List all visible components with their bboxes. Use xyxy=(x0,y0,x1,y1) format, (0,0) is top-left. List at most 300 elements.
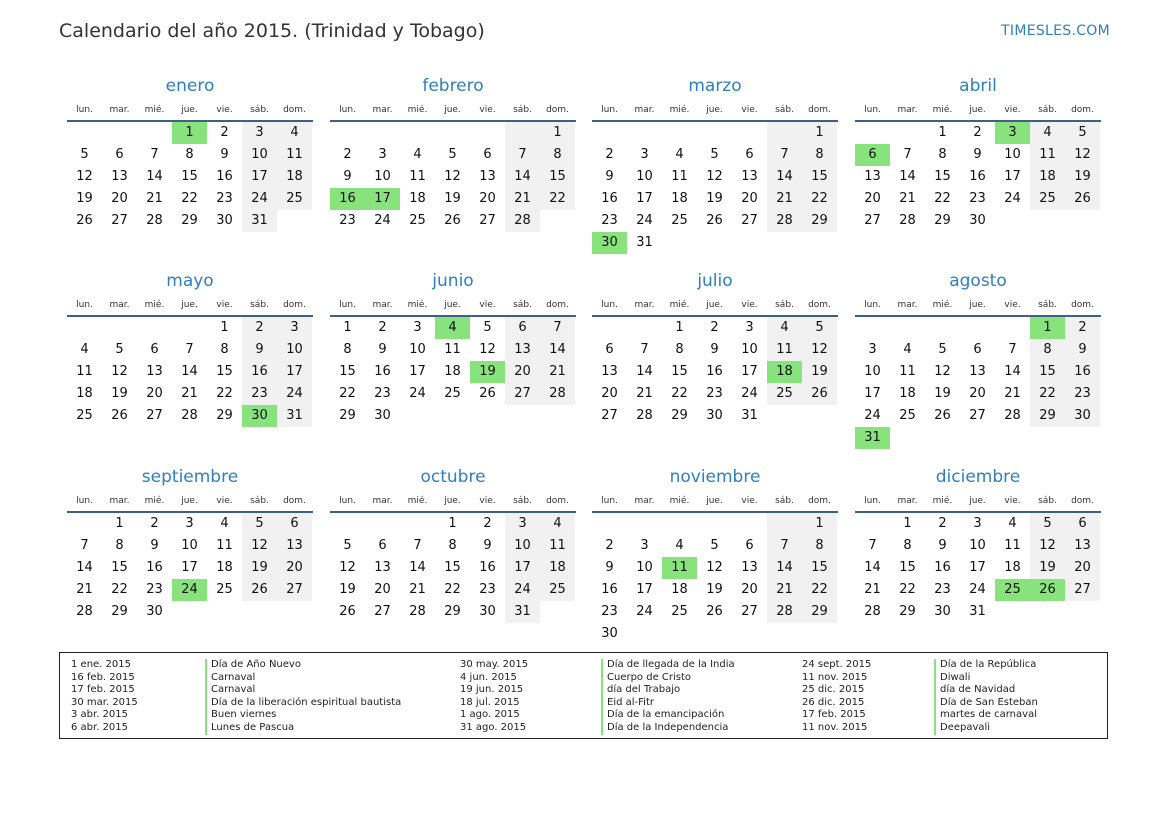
day-cell[interactable]: 20 xyxy=(146,386,163,401)
day-cell[interactable]: 17 xyxy=(969,560,986,575)
day-cell[interactable]: 13 xyxy=(741,169,758,184)
day-cell[interactable]: 22 xyxy=(181,191,198,206)
holiday-day-cell[interactable]: 24 xyxy=(172,579,207,601)
day-cell[interactable]: 2 xyxy=(605,538,614,553)
day-cell[interactable]: 26 xyxy=(339,604,356,619)
day-cell[interactable]: 25 xyxy=(671,213,688,228)
day-cell[interactable]: 25 xyxy=(671,604,688,619)
day-cell[interactable]: 18 xyxy=(409,191,426,206)
day-cell[interactable]: 17 xyxy=(864,386,881,401)
day-cell[interactable]: 21 xyxy=(864,582,881,597)
day-cell[interactable]: 4 xyxy=(540,513,575,535)
day-cell[interactable]: 20 xyxy=(479,191,496,206)
day-cell[interactable]: 27 xyxy=(505,383,540,405)
day-cell[interactable]: 28 xyxy=(1004,408,1021,423)
day-cell[interactable]: 30 xyxy=(479,604,496,619)
day-cell[interactable]: 23 xyxy=(479,582,496,597)
day-cell[interactable]: 16 xyxy=(706,364,723,379)
day-cell[interactable]: 7 xyxy=(767,144,802,166)
day-cell[interactable]: 22 xyxy=(339,386,356,401)
day-cell[interactable]: 4 xyxy=(767,317,802,339)
day-cell[interactable]: 5 xyxy=(343,538,352,553)
day-cell[interactable]: 30 xyxy=(216,213,233,228)
day-cell[interactable]: 23 xyxy=(706,386,723,401)
day-cell[interactable]: 28 xyxy=(409,604,426,619)
day-cell[interactable]: 6 xyxy=(505,317,540,339)
day-cell[interactable]: 21 xyxy=(636,386,653,401)
day-cell[interactable]: 1 xyxy=(802,513,837,535)
day-cell[interactable]: 1 xyxy=(540,122,575,144)
day-cell[interactable]: 16 xyxy=(1065,361,1100,383)
day-cell[interactable]: 7 xyxy=(413,538,422,553)
day-cell[interactable]: 10 xyxy=(969,538,986,553)
day-cell[interactable]: 22 xyxy=(1030,383,1065,405)
day-cell[interactable]: 14 xyxy=(767,166,802,188)
day-cell[interactable]: 2 xyxy=(938,516,947,531)
day-cell[interactable]: 7 xyxy=(903,147,912,162)
day-cell[interactable]: 2 xyxy=(605,147,614,162)
holiday-day-cell[interactable]: 30 xyxy=(592,232,627,254)
day-cell[interactable]: 13 xyxy=(601,364,618,379)
day-cell[interactable]: 8 xyxy=(448,538,457,553)
day-cell[interactable]: 29 xyxy=(339,408,356,423)
day-cell[interactable]: 1 xyxy=(802,122,837,144)
day-cell[interactable]: 12 xyxy=(242,535,277,557)
day-cell[interactable]: 3 xyxy=(185,516,194,531)
day-cell[interactable]: 15 xyxy=(671,364,688,379)
day-cell[interactable]: 19 xyxy=(444,191,461,206)
day-cell[interactable]: 23 xyxy=(1065,383,1100,405)
day-cell[interactable]: 30 xyxy=(934,604,951,619)
day-cell[interactable]: 18 xyxy=(216,560,233,575)
day-cell[interactable]: 3 xyxy=(277,317,312,339)
day-cell[interactable]: 8 xyxy=(343,342,352,357)
day-cell[interactable]: 12 xyxy=(339,560,356,575)
day-cell[interactable]: 29 xyxy=(802,601,837,623)
day-cell[interactable]: 15 xyxy=(802,557,837,579)
day-cell[interactable]: 24 xyxy=(636,213,653,228)
day-cell[interactable]: 8 xyxy=(220,342,229,357)
day-cell[interactable]: 8 xyxy=(540,144,575,166)
brand-link[interactable]: TIMESLES.COM xyxy=(1001,23,1110,39)
day-cell[interactable]: 14 xyxy=(146,169,163,184)
day-cell[interactable]: 12 xyxy=(706,169,723,184)
day-cell[interactable]: 13 xyxy=(864,169,881,184)
day-cell[interactable]: 15 xyxy=(181,169,198,184)
day-cell[interactable]: 2 xyxy=(1065,317,1100,339)
day-cell[interactable]: 16 xyxy=(216,169,233,184)
day-cell[interactable]: 21 xyxy=(899,191,916,206)
day-cell[interactable]: 19 xyxy=(111,386,128,401)
holiday-day-cell[interactable]: 26 xyxy=(1030,579,1065,601)
day-cell[interactable]: 2 xyxy=(343,147,352,162)
day-cell[interactable]: 18 xyxy=(277,166,312,188)
day-cell[interactable]: 26 xyxy=(934,408,951,423)
day-cell[interactable]: 4 xyxy=(277,122,312,144)
day-cell[interactable]: 20 xyxy=(505,361,540,383)
day-cell[interactable]: 23 xyxy=(374,386,391,401)
day-cell[interactable]: 24 xyxy=(277,383,312,405)
day-cell[interactable]: 15 xyxy=(339,364,356,379)
day-cell[interactable]: 29 xyxy=(111,604,128,619)
day-cell[interactable]: 4 xyxy=(675,147,684,162)
day-cell[interactable]: 27 xyxy=(374,604,391,619)
day-cell[interactable]: 28 xyxy=(540,383,575,405)
day-cell[interactable]: 13 xyxy=(741,560,758,575)
day-cell[interactable]: 24 xyxy=(864,408,881,423)
day-cell[interactable]: 29 xyxy=(899,604,916,619)
day-cell[interactable]: 5 xyxy=(710,538,719,553)
day-cell[interactable]: 17 xyxy=(636,582,653,597)
day-cell[interactable]: 8 xyxy=(115,538,124,553)
day-cell[interactable]: 17 xyxy=(1004,169,1021,184)
day-cell[interactable]: 1 xyxy=(115,516,124,531)
holiday-day-cell[interactable]: 16 xyxy=(330,188,365,210)
day-cell[interactable]: 28 xyxy=(767,210,802,232)
day-cell[interactable]: 4 xyxy=(413,147,422,162)
day-cell[interactable]: 21 xyxy=(767,188,802,210)
day-cell[interactable]: 4 xyxy=(675,538,684,553)
day-cell[interactable]: 8 xyxy=(1030,339,1065,361)
day-cell[interactable]: 8 xyxy=(185,147,194,162)
day-cell[interactable]: 7 xyxy=(640,342,649,357)
day-cell[interactable]: 11 xyxy=(1030,144,1065,166)
day-cell[interactable]: 13 xyxy=(146,364,163,379)
holiday-day-cell[interactable]: 31 xyxy=(855,427,890,449)
day-cell[interactable]: 24 xyxy=(505,579,540,601)
day-cell[interactable]: 6 xyxy=(115,147,124,162)
day-cell[interactable]: 25 xyxy=(409,213,426,228)
day-cell[interactable]: 28 xyxy=(899,213,916,228)
day-cell[interactable]: 30 xyxy=(374,408,391,423)
day-cell[interactable]: 22 xyxy=(899,582,916,597)
day-cell[interactable]: 1 xyxy=(220,320,229,335)
day-cell[interactable]: 7 xyxy=(185,342,194,357)
day-cell[interactable]: 9 xyxy=(938,538,947,553)
day-cell[interactable]: 21 xyxy=(76,582,93,597)
day-cell[interactable]: 23 xyxy=(339,213,356,228)
day-cell[interactable]: 19 xyxy=(1065,166,1100,188)
day-cell[interactable]: 16 xyxy=(601,191,618,206)
day-cell[interactable]: 29 xyxy=(444,604,461,619)
day-cell[interactable]: 27 xyxy=(741,213,758,228)
day-cell[interactable]: 11 xyxy=(1004,538,1021,553)
holiday-day-cell[interactable]: 19 xyxy=(470,361,505,383)
day-cell[interactable]: 10 xyxy=(242,144,277,166)
day-cell[interactable]: 29 xyxy=(181,213,198,228)
day-cell[interactable]: 11 xyxy=(540,535,575,557)
day-cell[interactable]: 1 xyxy=(448,516,457,531)
day-cell[interactable]: 8 xyxy=(802,535,837,557)
day-cell[interactable]: 27 xyxy=(864,213,881,228)
day-cell[interactable]: 28 xyxy=(76,604,93,619)
day-cell[interactable]: 22 xyxy=(671,386,688,401)
day-cell[interactable]: 14 xyxy=(409,560,426,575)
day-cell[interactable]: 13 xyxy=(1065,535,1100,557)
day-cell[interactable]: 26 xyxy=(1065,188,1100,210)
day-cell[interactable]: 9 xyxy=(1065,339,1100,361)
day-cell[interactable]: 16 xyxy=(146,560,163,575)
day-cell[interactable]: 14 xyxy=(636,364,653,379)
day-cell[interactable]: 4 xyxy=(903,342,912,357)
day-cell[interactable]: 21 xyxy=(1004,386,1021,401)
day-cell[interactable]: 4 xyxy=(1008,516,1017,531)
day-cell[interactable]: 22 xyxy=(934,191,951,206)
day-cell[interactable]: 20 xyxy=(969,386,986,401)
day-cell[interactable]: 6 xyxy=(1065,513,1100,535)
holiday-day-cell[interactable]: 17 xyxy=(365,188,400,210)
day-cell[interactable]: 10 xyxy=(409,342,426,357)
day-cell[interactable]: 20 xyxy=(601,386,618,401)
day-cell[interactable]: 9 xyxy=(483,538,492,553)
day-cell[interactable]: 11 xyxy=(277,144,312,166)
day-cell[interactable]: 18 xyxy=(671,582,688,597)
day-cell[interactable]: 24 xyxy=(242,188,277,210)
day-cell[interactable]: 15 xyxy=(540,166,575,188)
day-cell[interactable]: 5 xyxy=(938,342,947,357)
day-cell[interactable]: 15 xyxy=(1030,361,1065,383)
day-cell[interactable]: 12 xyxy=(706,560,723,575)
day-cell[interactable]: 17 xyxy=(636,191,653,206)
day-cell[interactable]: 31 xyxy=(242,210,277,232)
day-cell[interactable]: 9 xyxy=(220,147,229,162)
day-cell[interactable]: 26 xyxy=(76,213,93,228)
day-cell[interactable]: 27 xyxy=(146,408,163,423)
day-cell[interactable]: 17 xyxy=(181,560,198,575)
day-cell[interactable]: 24 xyxy=(636,604,653,619)
day-cell[interactable]: 11 xyxy=(76,364,93,379)
day-cell[interactable]: 9 xyxy=(150,538,159,553)
day-cell[interactable]: 29 xyxy=(934,213,951,228)
day-cell[interactable]: 6 xyxy=(745,147,754,162)
day-cell[interactable]: 19 xyxy=(76,191,93,206)
day-cell[interactable]: 19 xyxy=(934,386,951,401)
day-cell[interactable]: 15 xyxy=(444,560,461,575)
day-cell[interactable]: 21 xyxy=(409,582,426,597)
day-cell[interactable]: 26 xyxy=(444,213,461,228)
day-cell[interactable]: 26 xyxy=(706,213,723,228)
day-cell[interactable]: 16 xyxy=(242,361,277,383)
day-cell[interactable]: 6 xyxy=(973,342,982,357)
day-cell[interactable]: 23 xyxy=(969,191,986,206)
holiday-day-cell[interactable]: 4 xyxy=(435,317,470,339)
day-cell[interactable]: 11 xyxy=(899,364,916,379)
day-cell[interactable]: 18 xyxy=(671,191,688,206)
day-cell[interactable]: 29 xyxy=(802,210,837,232)
day-cell[interactable]: 29 xyxy=(671,408,688,423)
day-cell[interactable]: 31 xyxy=(636,235,653,250)
holiday-day-cell[interactable]: 18 xyxy=(767,361,802,383)
day-cell[interactable]: 7 xyxy=(80,538,89,553)
day-cell[interactable]: 5 xyxy=(242,513,277,535)
day-cell[interactable]: 21 xyxy=(540,361,575,383)
day-cell[interactable]: 13 xyxy=(111,169,128,184)
day-cell[interactable]: 8 xyxy=(675,342,684,357)
day-cell[interactable]: 30 xyxy=(146,604,163,619)
day-cell[interactable]: 17 xyxy=(242,166,277,188)
day-cell[interactable]: 26 xyxy=(242,579,277,601)
day-cell[interactable]: 18 xyxy=(1030,166,1065,188)
day-cell[interactable]: 29 xyxy=(216,408,233,423)
day-cell[interactable]: 18 xyxy=(1004,560,1021,575)
day-cell[interactable]: 25 xyxy=(76,408,93,423)
day-cell[interactable]: 22 xyxy=(802,188,837,210)
day-cell[interactable]: 25 xyxy=(1030,188,1065,210)
day-cell[interactable]: 10 xyxy=(181,538,198,553)
day-cell[interactable]: 19 xyxy=(242,557,277,579)
day-cell[interactable]: 31 xyxy=(277,405,312,427)
day-cell[interactable]: 16 xyxy=(969,169,986,184)
day-cell[interactable]: 8 xyxy=(938,147,947,162)
day-cell[interactable]: 15 xyxy=(111,560,128,575)
day-cell[interactable]: 8 xyxy=(903,538,912,553)
day-cell[interactable]: 13 xyxy=(969,364,986,379)
day-cell[interactable]: 4 xyxy=(220,516,229,531)
day-cell[interactable]: 15 xyxy=(802,166,837,188)
day-cell[interactable]: 12 xyxy=(1065,144,1100,166)
holiday-day-cell[interactable]: 30 xyxy=(242,405,277,427)
day-cell[interactable]: 20 xyxy=(277,557,312,579)
day-cell[interactable]: 14 xyxy=(899,169,916,184)
day-cell[interactable]: 26 xyxy=(111,408,128,423)
day-cell[interactable]: 18 xyxy=(76,386,93,401)
day-cell[interactable]: 6 xyxy=(277,513,312,535)
day-cell[interactable]: 21 xyxy=(505,188,540,210)
day-cell[interactable]: 12 xyxy=(76,169,93,184)
day-cell[interactable]: 5 xyxy=(1065,122,1100,144)
day-cell[interactable]: 27 xyxy=(277,579,312,601)
day-cell[interactable]: 3 xyxy=(640,538,649,553)
day-cell[interactable]: 3 xyxy=(745,320,754,335)
day-cell[interactable]: 3 xyxy=(505,513,540,535)
day-cell[interactable]: 12 xyxy=(934,364,951,379)
day-cell[interactable]: 8 xyxy=(802,144,837,166)
day-cell[interactable]: 24 xyxy=(969,582,986,597)
day-cell[interactable]: 14 xyxy=(767,557,802,579)
day-cell[interactable]: 17 xyxy=(741,364,758,379)
day-cell[interactable]: 7 xyxy=(505,144,540,166)
day-cell[interactable]: 31 xyxy=(505,601,540,623)
day-cell[interactable]: 7 xyxy=(540,317,575,339)
day-cell[interactable]: 10 xyxy=(277,339,312,361)
day-cell[interactable]: 26 xyxy=(706,604,723,619)
day-cell[interactable]: 5 xyxy=(710,147,719,162)
day-cell[interactable]: 20 xyxy=(741,191,758,206)
day-cell[interactable]: 16 xyxy=(934,560,951,575)
day-cell[interactable]: 3 xyxy=(640,147,649,162)
day-cell[interactable]: 20 xyxy=(1065,557,1100,579)
holiday-day-cell[interactable]: 11 xyxy=(662,557,697,579)
day-cell[interactable]: 27 xyxy=(111,213,128,228)
day-cell[interactable]: 7 xyxy=(150,147,159,162)
day-cell[interactable]: 5 xyxy=(1030,513,1065,535)
day-cell[interactable]: 21 xyxy=(767,579,802,601)
day-cell[interactable]: 3 xyxy=(868,342,877,357)
day-cell[interactable]: 4 xyxy=(80,342,89,357)
day-cell[interactable]: 2 xyxy=(973,125,982,140)
day-cell[interactable]: 1 xyxy=(903,516,912,531)
day-cell[interactable]: 16 xyxy=(601,582,618,597)
day-cell[interactable]: 17 xyxy=(277,361,312,383)
day-cell[interactable]: 28 xyxy=(636,408,653,423)
holiday-day-cell[interactable]: 1 xyxy=(1030,317,1065,339)
day-cell[interactable]: 22 xyxy=(216,386,233,401)
day-cell[interactable]: 20 xyxy=(111,191,128,206)
day-cell[interactable]: 29 xyxy=(1030,405,1065,427)
day-cell[interactable]: 5 xyxy=(80,147,89,162)
day-cell[interactable]: 14 xyxy=(76,560,93,575)
day-cell[interactable]: 5 xyxy=(448,147,457,162)
holiday-day-cell[interactable]: 1 xyxy=(172,122,207,144)
day-cell[interactable]: 6 xyxy=(605,342,614,357)
day-cell[interactable]: 31 xyxy=(969,604,986,619)
day-cell[interactable]: 1 xyxy=(343,320,352,335)
day-cell[interactable]: 30 xyxy=(1065,405,1100,427)
day-cell[interactable]: 13 xyxy=(505,339,540,361)
day-cell[interactable]: 9 xyxy=(378,342,387,357)
day-cell[interactable]: 16 xyxy=(374,364,391,379)
day-cell[interactable]: 7 xyxy=(767,535,802,557)
day-cell[interactable]: 13 xyxy=(479,169,496,184)
day-cell[interactable]: 2 xyxy=(710,320,719,335)
day-cell[interactable]: 19 xyxy=(706,191,723,206)
day-cell[interactable]: 19 xyxy=(339,582,356,597)
day-cell[interactable]: 6 xyxy=(483,147,492,162)
day-cell[interactable]: 10 xyxy=(636,169,653,184)
day-cell[interactable]: 14 xyxy=(1004,364,1021,379)
day-cell[interactable]: 23 xyxy=(934,582,951,597)
day-cell[interactable]: 23 xyxy=(601,213,618,228)
day-cell[interactable]: 28 xyxy=(767,601,802,623)
day-cell[interactable]: 25 xyxy=(899,408,916,423)
holiday-day-cell[interactable]: 6 xyxy=(855,144,890,166)
holiday-day-cell[interactable]: 3 xyxy=(995,122,1030,144)
day-cell[interactable]: 28 xyxy=(864,604,881,619)
day-cell[interactable]: 2 xyxy=(378,320,387,335)
day-cell[interactable]: 28 xyxy=(146,213,163,228)
day-cell[interactable]: 23 xyxy=(146,582,163,597)
day-cell[interactable]: 1 xyxy=(938,125,947,140)
day-cell[interactable]: 20 xyxy=(374,582,391,597)
day-cell[interactable]: 4 xyxy=(1030,122,1065,144)
day-cell[interactable]: 5 xyxy=(115,342,124,357)
day-cell[interactable]: 23 xyxy=(601,604,618,619)
day-cell[interactable]: 9 xyxy=(605,560,614,575)
day-cell[interactable]: 31 xyxy=(741,408,758,423)
day-cell[interactable]: 27 xyxy=(969,408,986,423)
day-cell[interactable]: 27 xyxy=(741,604,758,619)
day-cell[interactable]: 2 xyxy=(242,317,277,339)
day-cell[interactable]: 24 xyxy=(374,213,391,228)
day-cell[interactable]: 13 xyxy=(374,560,391,575)
day-cell[interactable]: 17 xyxy=(409,364,426,379)
day-cell[interactable]: 9 xyxy=(343,169,352,184)
day-cell[interactable]: 22 xyxy=(111,582,128,597)
day-cell[interactable]: 24 xyxy=(1004,191,1021,206)
day-cell[interactable]: 25 xyxy=(767,383,802,405)
day-cell[interactable]: 10 xyxy=(374,169,391,184)
day-cell[interactable]: 12 xyxy=(111,364,128,379)
day-cell[interactable]: 21 xyxy=(146,191,163,206)
day-cell[interactable]: 27 xyxy=(601,408,618,423)
day-cell[interactable]: 9 xyxy=(242,339,277,361)
day-cell[interactable]: 30 xyxy=(601,626,618,641)
day-cell[interactable]: 14 xyxy=(540,339,575,361)
day-cell[interactable]: 11 xyxy=(767,339,802,361)
day-cell[interactable]: 26 xyxy=(479,386,496,401)
day-cell[interactable]: 11 xyxy=(444,342,461,357)
day-cell[interactable]: 6 xyxy=(745,538,754,553)
